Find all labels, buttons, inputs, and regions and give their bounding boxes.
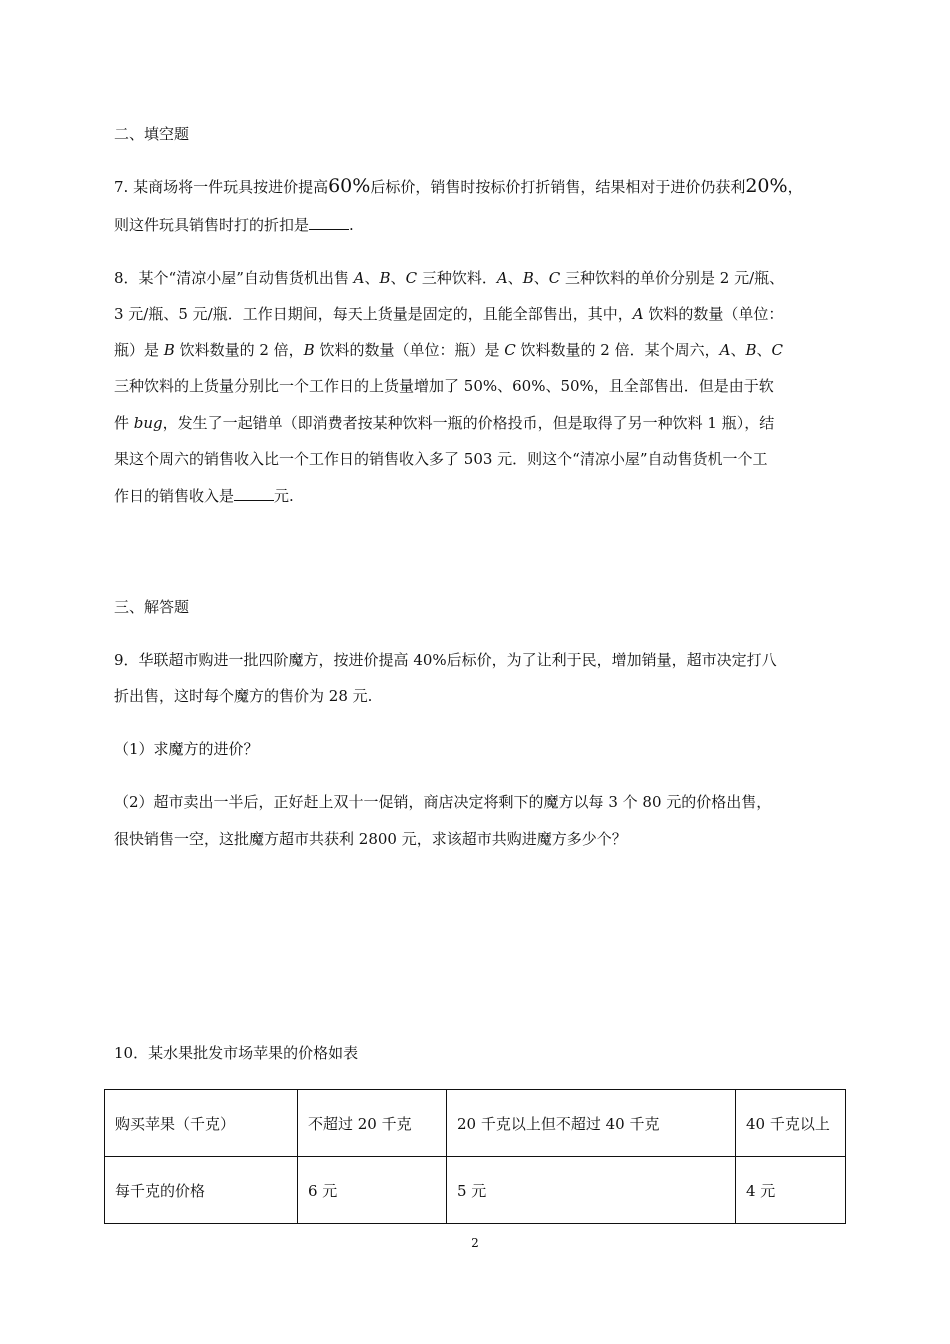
q8-var-a: A bbox=[496, 269, 508, 287]
q8-text: 、 bbox=[364, 269, 380, 287]
table-cell: 5 元 bbox=[447, 1157, 736, 1224]
q8-var-a: A bbox=[719, 341, 731, 359]
table-cell: 20 千克以上但不超过 40 千克 bbox=[447, 1090, 736, 1157]
q8-text: 、 bbox=[756, 341, 772, 359]
q7-text-e: . bbox=[349, 216, 354, 234]
q7-text-b: 后标价，销售时按标价打折销售，结果相对于进价仍获利 bbox=[370, 178, 746, 196]
q7-text-d: 则这件玩具销售时打的折扣是 bbox=[114, 216, 310, 234]
q8-text: 饮料数量的 2 倍， bbox=[174, 341, 304, 359]
q7-answer-blank bbox=[309, 215, 349, 230]
q7-line-1 bbox=[114, 176, 803, 197]
q8-line-4: 三种饮料的上货量分别比一个工作日的上货量增加了 50%、60%、50%，且全部售出．但是由于软 bbox=[114, 377, 774, 395]
q8-var-b: B bbox=[745, 341, 757, 359]
q7-line-2 bbox=[114, 215, 354, 235]
page-number: 2 bbox=[471, 1236, 479, 1250]
table-cell: 4 元 bbox=[736, 1157, 846, 1224]
q10-intro: 10．某水果批发市场苹果的价格如表 bbox=[114, 1044, 359, 1062]
q8-var-b: B bbox=[379, 269, 391, 287]
q7-text-c: ， bbox=[787, 178, 803, 196]
fill-blank-heading: 二、填空题 bbox=[114, 125, 190, 143]
q8-text: 3 元/瓶、5 元/瓶．工作日期间，每天上货量是固定的，且能全部售出，其中， bbox=[114, 305, 633, 323]
q8-text: 元. bbox=[274, 487, 294, 505]
table-cell: 每千克的价格 bbox=[105, 1157, 298, 1224]
q8-text: ，发生了一起错单（即消费者按某种饮料一瓶的价格投币，但是取得了另一种饮料 1 瓶），结 bbox=[162, 414, 775, 432]
q8-text: 饮料数量的 2 倍．某个周六， bbox=[515, 341, 720, 359]
q9-part-1: （1）求魔方的进价？ bbox=[114, 740, 259, 758]
q8-line-7 bbox=[114, 486, 294, 506]
q8-text: 、 bbox=[390, 269, 406, 287]
q8-var-a: A bbox=[632, 305, 644, 323]
q8-line-6: 果这个周六的销售收入比一个工作日的销售收入多了 503 元．则这个“清凉小屋”自动售货机一个工 bbox=[114, 450, 768, 468]
q8-text: 件 bbox=[114, 414, 134, 432]
q9-part-2-line-1: （2）超市卖出一半后，正好赶上双十一促销，商店决定将剩下的魔方以每 3 个 80 元的价格出售， bbox=[114, 793, 772, 811]
table-cell: 不超过 20 千克 bbox=[298, 1090, 447, 1157]
q8-text: 饮料的数量（单位： bbox=[643, 305, 784, 323]
q8-text: 、 bbox=[507, 269, 523, 287]
q8-line-1 bbox=[114, 268, 784, 288]
table-cell: 40 千克以上 bbox=[736, 1090, 846, 1157]
q8-var-b: B bbox=[522, 269, 534, 287]
q8-var-c: C bbox=[405, 269, 418, 287]
q7-text-a: 7. 某商场将一件玩具按进价提高 bbox=[114, 178, 329, 196]
q8-text: 8．某个“清凉小屋”自动售货机出售 bbox=[114, 269, 354, 287]
q7-percent-60: 60% bbox=[328, 175, 371, 197]
q8-line-5 bbox=[114, 413, 774, 433]
q8-text: 三种饮料的单价分别是 2 元/瓶、 bbox=[560, 269, 785, 287]
table-cell: 购买苹果（千克） bbox=[105, 1090, 298, 1157]
table-row bbox=[105, 1090, 846, 1157]
q7-percent-20: 20% bbox=[745, 175, 788, 197]
q9-line-2: 折出售，这时每个魔方的售价为 28 元. bbox=[114, 687, 373, 705]
q8-line-3 bbox=[114, 340, 783, 360]
answer-heading: 三、解答题 bbox=[114, 598, 190, 616]
q8-text: 三种饮料． bbox=[417, 269, 497, 287]
q8-var-b: B bbox=[303, 341, 315, 359]
q8-var-c: C bbox=[504, 341, 516, 359]
q8-bug-term: bug bbox=[133, 414, 163, 432]
q9-line-1: 9．华联超市购进一批四阶魔方，按进价提高 40%后标价，为了让利于民，增加销量，超市决定打八 bbox=[114, 651, 777, 669]
q8-text: 作日的销售收入是 bbox=[114, 487, 235, 505]
table-row bbox=[105, 1157, 846, 1224]
table-cell: 6 元 bbox=[298, 1157, 447, 1224]
q8-line-2 bbox=[114, 304, 783, 324]
q8-text: 瓶）是 bbox=[114, 341, 164, 359]
q8-answer-blank bbox=[234, 486, 274, 501]
q8-text: 、 bbox=[730, 341, 746, 359]
q8-var-b: B bbox=[163, 341, 175, 359]
q8-text: 、 bbox=[533, 269, 549, 287]
apple-price-table bbox=[104, 1089, 846, 1224]
q8-var-c: C bbox=[771, 341, 783, 359]
q8-var-c: C bbox=[548, 269, 561, 287]
q9-part-2-line-2: 很快销售一空，这批魔方超市共获利 2800 元，求该超市共购进魔方多少个？ bbox=[114, 830, 627, 848]
q8-var-a: A bbox=[353, 269, 365, 287]
q8-text: 饮料的数量（单位：瓶）是 bbox=[314, 341, 505, 359]
